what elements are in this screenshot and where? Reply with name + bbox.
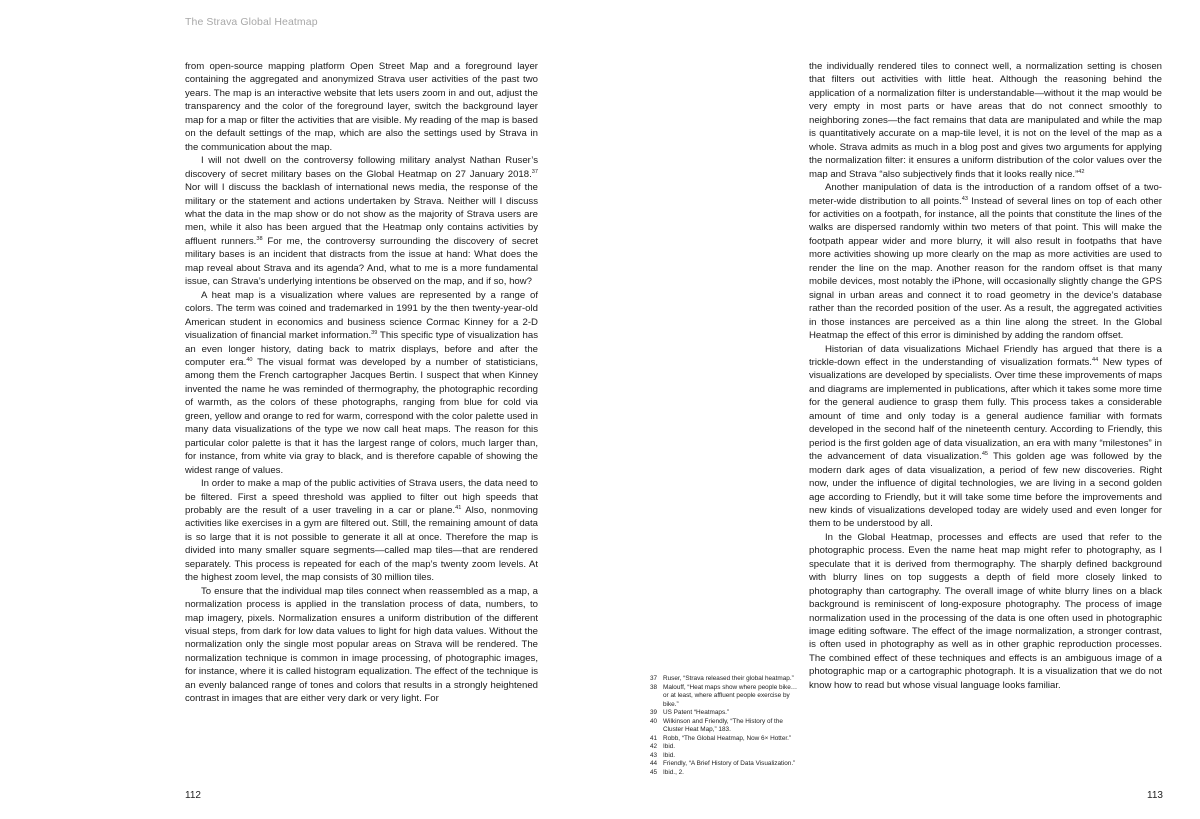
- footnote-marker[interactable]: 45: [981, 451, 989, 458]
- footnote: [650, 752, 798, 761]
- footnote-text: Robb, “The Global Heatmap, Now 6× Hotter.”: [663, 734, 792, 742]
- footnote: [650, 709, 798, 718]
- paragraph-text: This specific type of visualization has an even longer history, dating back to matrix displays, before and after the computer era.: [185, 330, 538, 368]
- footnote-marker[interactable]: 40: [246, 356, 253, 363]
- footnote-text: Friendly, “A Brief History of Data Visualization.”: [663, 760, 796, 768]
- footnote-text: US Patent “Heatmaps.”: [663, 709, 730, 717]
- footnote-number: 42: [650, 743, 658, 751]
- footnote-marker[interactable]: 39: [371, 330, 378, 337]
- paragraph-text: In the Global Heatmap, processes and effects are used that refer to the photographic process. Even the name heat map might refer to photography, as I speculate that it is derived from thermography. The sharply defined background with blurry lines on top suggests a depth of field more closely linked to photography than cartography. The overall image of white blurry lines on a black background is reminiscent of long-exposure photography. The process of image normalization used in the processing of the data is one often used in photographic image editing software. The effect of the image normalization, a stronger contrast, is often used in photography as well as in other graphic reproduction processes. The combined effect of these techniques and effects is an ambiguous image of a photographic map or a cartographic photograph. It is a visualization that we do not know how to read but whose visual language looks familiar.: [809, 531, 1162, 691]
- paragraph-text: I will not dwell on the controversy following military analyst Nathan Ruser’s discovery of secret military bases on the Global Heatmap on 27 January 2018.: [185, 155, 538, 180]
- paragraph: [809, 60, 1162, 181]
- footnote-marker[interactable]: 44: [1091, 356, 1099, 363]
- paragraph-text: the individually rendered tiles to connect well, a normalization setting is chosen that filters out activities with little heat. Although the reasoning behind the application of a normalization filter is understandable—without it the map would be very empty in most parts or have areas that do not connect smoothly to neighboring zones—the fact remains that data are manipulated and while the map is quantitatively accurate on a map-tile level, it is not on the level of the map as a whole. Strava admits as much in a blog post and gives two arguments for applying the normalization filter: it ensures a uniform distribution of the color values over the map and Strava “also subjectively finds that it looks really nice.”: [809, 61, 1162, 180]
- paragraph: [185, 154, 538, 289]
- footnote-text: Ibid.: [663, 751, 676, 759]
- footnote-number: 41: [650, 734, 658, 742]
- footnote-number: 43: [650, 751, 658, 759]
- paragraph-text: Historian of data visualizations Michael Friendly has argued that there is a trickle-down effect in the understanding of visualization formats.: [809, 343, 1162, 368]
- paragraph-text: This golden age was followed by the modern dark ages of data visualization, a period of few new discoveries. Right now, under the influence of digital technologies, we are living in a second golden age according to Friendly, but it will take some time before the improvements and new kinds of visualizations developed today are widely used and even longer for them to be understood by all.: [809, 451, 1163, 530]
- footnote-number: 45: [650, 769, 658, 777]
- paragraph-text: In order to make a map of the public activities of Strava users, the data need to be filtered. First a speed threshold was applied to filter out high speeds that probably are the result of a user traveling in a car or plane.: [185, 478, 538, 516]
- paragraph-text: Also, nonmoving activities like exercises in a gym are filtered out. Still, the remaining amount of data is so large that it is not possible to generate it all at once. Therefore the map is divided into many smaller square segments—called map tiles—that are rendered separately. This process is repeated for each of the map’s twenty zoom levels. At the highest zoom level, the map consists of 30 million tiles.: [185, 504, 538, 584]
- paragraph-text: To ensure that the individual map tiles connect when reassembled as a map, a normalization process is applied in the translation process of data, numbers, to map imagery, pixels. Normalization ensures a uniform distribution of the different visual steps, from dark for low data values to light for high data values. Without the normalization only the single most popular areas on Strava will be rendered. The normalization technique is common in image processing, of photographic images, for instance, where it is called histogram equalization. The effect of the technique is an evenly balanced range of tones and colors that results in a strongly heightened contrast in images that are either very dark or very light. For: [185, 585, 538, 705]
- footnote-marker[interactable]: 37: [531, 168, 538, 175]
- paragraph-text: Instead of several lines on top of each other for activities on a footpath, for instance, all the points that constitute the lines of the walks are dispersed randomly within two meters of that point. This will make the footpath appear wider and more blurry, it will also result in footpaths that have more activities showing up more clearly on the map as more activities are used to render the line on the map. Another reason for the random offset is that many mobile devices, most notably the iPhone, will occasionally slightly change the GPS signal in urban areas and connect it to road geometry in the device’s database rather than the recorded position of the user. As a result, the aggregated activities in those instances are perceived as a thin line along the street. In the Global Heatmap the effect of this error is diminished by adding the random offset.: [809, 195, 1162, 342]
- paragraph-text: Another manipulation of data is the introduction of a random offset of a two-meter-wide distribution to all points.: [809, 182, 1162, 207]
- paragraph-text: For me, the controversy surrounding the discovery of secret military bases is an incident that distracts from the issue at hand: What does the map reveal about Strava and its agenda? And, what to me is a more fundamental issue, can Strava’s underlying intentions be observed on the map, and if so, how?: [185, 235, 538, 288]
- footnote: [650, 743, 798, 752]
- footnote-marker[interactable]: 41: [455, 504, 462, 511]
- footnote-text: Ibid.: [663, 743, 676, 751]
- footnote: [650, 760, 798, 769]
- footnote-marker[interactable]: 38: [256, 235, 263, 242]
- paragraph-text: New types of visualizations are developed by specialists. Over time these improvements of maps and diagrams are implemented in publications, after which it takes some more time for the general audience to grasp them fully. This process takes a considerable amount of time and only today is a general audience familiar with formats developed in the second half of the nineteenth century. According to Friendly, this period is the first golden age of data visualization, an era with many “milestones” in the advancement of data visualization.: [809, 356, 1163, 463]
- paragraph: [809, 343, 1162, 531]
- footnote-text: Malouff, “Heat maps show where people bike… or at least, where affluent people exercise by bike.”: [663, 683, 798, 708]
- running-head: The Strava Global Heatmap: [185, 16, 318, 28]
- footnotes: [650, 675, 798, 778]
- footnote-number: 39: [650, 709, 658, 717]
- paragraph: [185, 477, 538, 585]
- paragraph-text: Nor will I discuss the backlash of international news media, the response of the military or the statement and actions undertaken by Strava. Neither will I discuss what the data in the map show or do not show as the majority of Strava users are men, while it also has been argued that the Heatmap only contains activities by affluent runners.: [185, 182, 538, 247]
- footnote: [650, 769, 798, 778]
- page-number-left: 112: [185, 790, 201, 801]
- footnote-number: 37: [650, 675, 658, 682]
- paragraph-text: A heat map is a visualization where values are represented by a range of colors. The term was coined and trademarked in 1991 by the then twenty-year-old American student in economics and business science Cormac Kinney for a 2-D visualization of financial market information.: [185, 289, 538, 342]
- footnote-text: Ibid., 2.: [663, 769, 684, 777]
- paragraph: [809, 531, 1162, 692]
- footnote: [650, 735, 798, 744]
- page-number-right: 113: [1147, 790, 1163, 801]
- footnote-number: 44: [650, 760, 658, 768]
- footnote: [650, 684, 798, 710]
- footnote: [650, 675, 798, 684]
- footnote-text: Ruser, “Strava released their global heatmap.”: [663, 675, 794, 682]
- paragraph: [809, 181, 1162, 342]
- footnote: [650, 718, 798, 735]
- footnote-marker[interactable]: 42: [1078, 168, 1085, 175]
- footnote-number: 38: [650, 683, 658, 691]
- paragraph: [185, 60, 538, 154]
- paragraph-text: from open-source mapping platform Open Street Map and a foreground layer containing the aggregated and anonymized Strava user activities of the past two years. The map is an interactive website that lets users zoom in and out, adjust the transparency and the color of the foreground layer, switch the background layer map for a map or filter the activities that are visible. My reading of the map is based on the default settings of the map, which are also the settings used by Strava in the communication about the map.: [185, 61, 539, 153]
- footnote-number: 40: [650, 717, 658, 725]
- paragraph: [185, 289, 538, 477]
- paragraph: [185, 585, 538, 706]
- left-page-body-text: [185, 60, 538, 706]
- right-page-body-text: [809, 60, 1162, 692]
- footnote-text: Wilkinson and Friendly, “The History of the Cluster Heat Map,” 183.: [663, 717, 783, 734]
- paragraph-text: The visual format was developed by a number of statisticians, among them the French cartographer Jacques Bertin. I suspect that when Kinney invented the name he was reminded of thermography, the photographic recording of warmth, as the colors of these photographs, ranging from blue for cold via green, yellow and orange to red for warm, correspond with the color palette used in many data visualizations of the type we now call heat maps. The reason for this particular color palette is that it has the largest range of colors, much larger than, for instance, from white via gray to black, and is therefore capable of showing the widest range of values.: [185, 356, 538, 476]
- footnote-marker[interactable]: 43: [961, 195, 968, 202]
